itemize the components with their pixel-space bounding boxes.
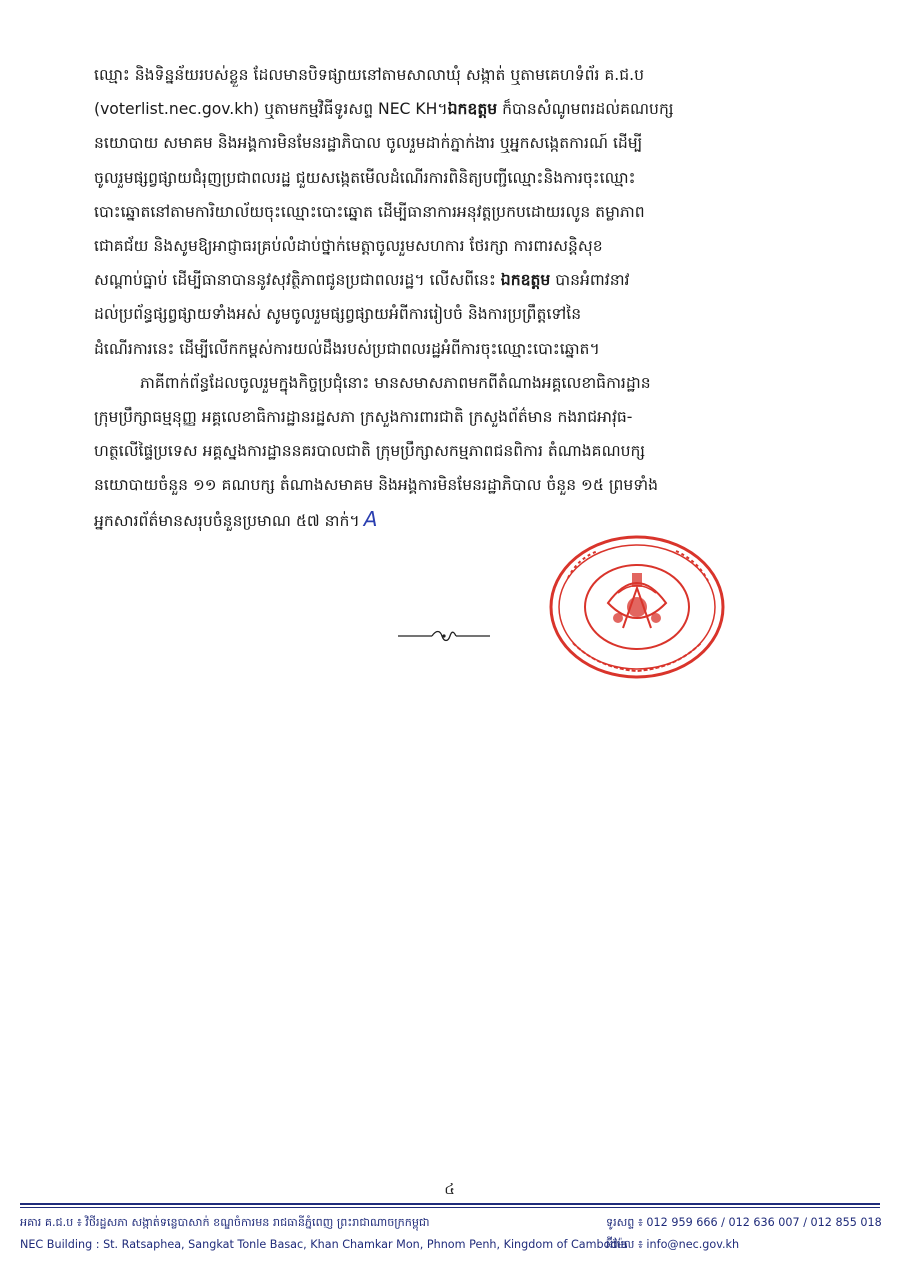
contact-phone: ទូរសព្ទ ៖ 012 959 666 / 012 636 007 / 012 855 018 <box>606 1216 882 1229</box>
footer-address <box>20 1212 628 1256</box>
bold-title: ឯកឧត្តម <box>447 100 498 119</box>
paragraph-line: នយោបាយ សមាគម និងអង្គការមិនមែនរដ្ឋាភិបាល ចូលរួមដាក់ភ្នាក់ងារ ឬអ្នកសង្កេតការណ៍ ដើម្បី <box>94 134 643 153</box>
paragraph-line: នយោបាយចំនួន ១១ គណបក្ស តំណាងសមាគម និងអង្គការមិនមែនរដ្ឋាភិបាល ចំនួន ១៥ ព្រមទាំង <box>94 476 659 495</box>
signature-mark: A <box>363 507 378 532</box>
address-khmer: អគារ គ.ជ.ប ៖ វិថីរដ្ឋសភា សង្កាត់ទន្លេបាសាក់ ខណ្ឌចំការមន រាជធានីភ្នំពេញ ព្រះរាជាណាចក្រកម្ពុជា <box>20 1216 430 1229</box>
footer <box>20 1212 880 1262</box>
page-number: ៤ <box>444 1180 455 1198</box>
paragraph-line: ហត្ថលើផ្ទៃប្រទេស អគ្គស្នងការដ្ឋាននគរបាលជាតិ ក្រុមប្រឹក្សាសកម្មភាពជនពិការ តំណាងគណបក្ស <box>94 442 646 461</box>
paragraph-line: (voterlist.nec.gov.kh) ឬតាមកម្មវិធីទូរសព្ទ NEC KH។ឯកឧត្តម ក៏បានសំណូមពរដល់គណបក្ស <box>94 100 674 119</box>
footer-divider <box>20 1207 880 1208</box>
bold-title: ឯកឧត្តម <box>500 271 551 290</box>
paragraph-line: អ្នកសារព័ត៌មានសរុបចំនួនប្រមាណ ៥៧ នាក់។ A <box>94 507 378 532</box>
contact-email[interactable]: អ៊ីម៉ែល ៖ info@nec.gov.kh <box>606 1238 740 1251</box>
body-text <box>94 58 808 537</box>
paragraph-line: សណ្តាប់ធ្នាប់ ដើម្បីធានាបាននូវសុវត្ថិភាពជូនប្រជាពលរដ្ឋ។ លើសពីនេះ ឯកឧត្តម បានអំពាវនាវ <box>94 271 630 290</box>
paragraph-line: ក្រុមប្រឹក្សាធម្មនុញ្ញ អគ្គលេខាធិការដ្ឋានរដ្ឋសភា ក្រសួងការពារជាតិ ក្រសួងព័ត៌មាន កងរាជអាវុធ- <box>94 407 633 426</box>
official-seal <box>548 533 726 681</box>
paragraph-line: ចូលរួមផ្សព្វផ្សាយជំរុញប្រជាពលរដ្ឋ ជួយសង្កេតមើលដំណើរការពិនិត្យបញ្ជីឈ្មោះនិងការចុះឈ្មោះ <box>94 168 636 187</box>
paragraph-line: បោះឆ្នោតនៅតាមការិយាល័យចុះឈ្មោះបោះឆ្នោត ដើម្បីធានាការអនុវត្តប្រកបដោយរលូន តម្លាភាព <box>94 202 645 221</box>
address-english: NEC Building : St. Ratsaphea, Sangkat Tonle Basac, Khan Chamkar Mon, Phnom Penh, Kingdom of Cambodia <box>20 1238 628 1251</box>
paragraph-line: ដំណើរការនេះ ដើម្បីលើកកម្ពស់ការយល់ដឹងរបស់ប្រជាពលរដ្ឋអំពីការចុះឈ្មោះបោះឆ្នោត។ <box>94 339 600 358</box>
paragraph-line: ឈ្មោះ និងទិន្នន័យរបស់ខ្លួន ដែលមានបិទផ្សាយនៅតាមសាលាឃុំ សង្កាត់ ឬតាមគេហទំព័រ គ.ជ.ប <box>94 66 645 84</box>
paragraph-line: ជោគជ័យ និងសូមឱ្យអាជ្ញាធរគ្រប់លំដាប់ថ្នាក់មេត្តាចូលរួមសហការ ថែរក្សា ការពារសន្តិសុខ <box>94 236 603 255</box>
ornament-divider <box>398 627 490 645</box>
footer-contact <box>606 1212 886 1256</box>
paragraph-line: ដល់ប្រព័ន្ធផ្សព្វផ្សាយទាំងអស់ សូមចូលរួមផ្សព្វផ្សាយអំពីការរៀបចំ និងការប្រព្រឹត្តទៅនៃ <box>94 305 582 324</box>
footer-divider <box>20 1203 880 1205</box>
paragraph-line: ភាគីពាក់ព័ន្ធដែលចូលរួមក្នុងកិច្ចប្រជុំនោះ មានសមាសភាពមកពីតំណាងអគ្គលេខាធិការដ្ឋាន <box>140 373 651 392</box>
